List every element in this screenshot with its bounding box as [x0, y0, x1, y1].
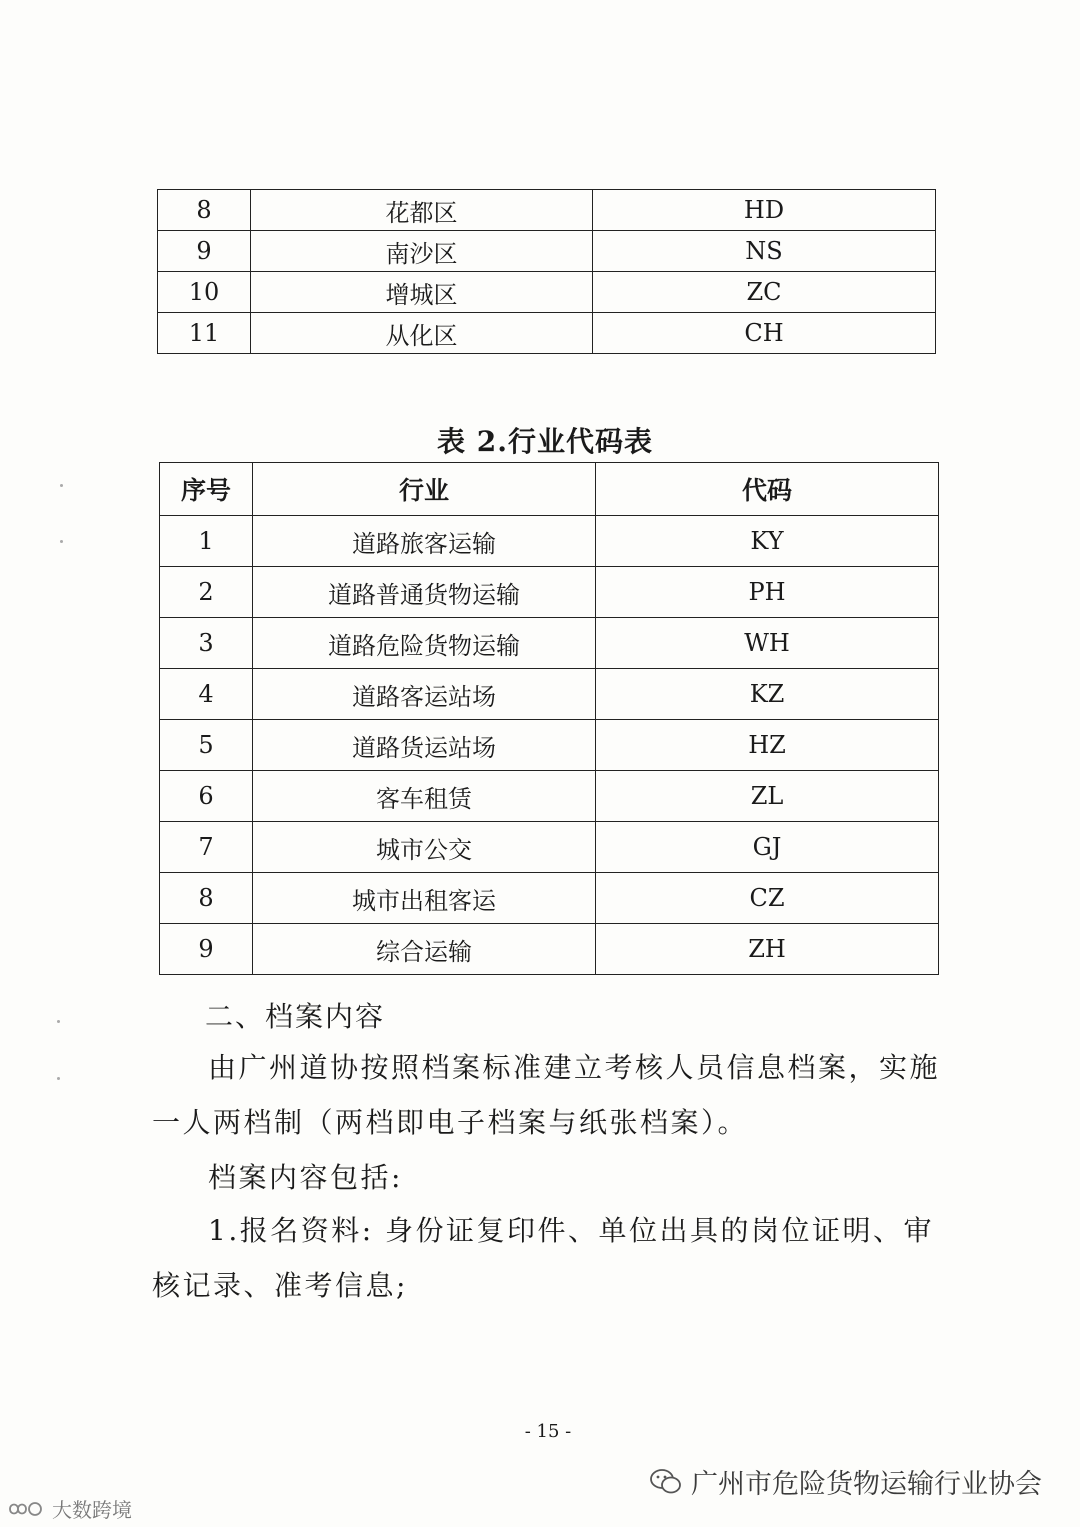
scan-speck: [57, 1020, 60, 1023]
district-code: HD: [593, 190, 936, 231]
table-row: [158, 190, 936, 231]
industry-name: 道路旅客运输: [253, 516, 596, 567]
industry-name: 道路普通货物运输: [253, 567, 596, 618]
industry-code: KZ: [596, 669, 939, 720]
table-row: [160, 720, 939, 771]
scan-speck: [60, 484, 63, 487]
industry-code: ZL: [596, 771, 939, 822]
industry-name: 客车租赁: [253, 771, 596, 822]
district-code: ZC: [593, 272, 936, 313]
industry-name: 道路货运站场: [253, 720, 596, 771]
table-row: [160, 771, 939, 822]
table-row: [160, 924, 939, 975]
table-header-row: [160, 463, 939, 516]
brand-name: 广州市危险货物运输行业协会: [691, 1469, 1042, 1500]
industry-code: CZ: [596, 873, 939, 924]
row-number: 7: [160, 822, 253, 873]
row-number: 8: [160, 873, 253, 924]
corner-logo-text: 大数跨境: [52, 1498, 132, 1522]
industry-name: 道路客运站场: [253, 669, 596, 720]
row-number: 4: [160, 669, 253, 720]
table-row: [160, 669, 939, 720]
scan-speck: [57, 1077, 60, 1080]
infinity-logo-icon: [8, 1499, 48, 1519]
column-header-industry: 行业: [253, 463, 596, 516]
industry-name: 城市出租客运: [253, 873, 596, 924]
industry-code: HZ: [596, 720, 939, 771]
watermark-brand: [649, 1462, 1042, 1501]
corner-watermark: [8, 1494, 132, 1523]
district-name: 增城区: [251, 272, 593, 313]
industry-name: 城市公交: [253, 822, 596, 873]
row-number: 3: [160, 618, 253, 669]
section-heading: 二、档案内容: [205, 1000, 386, 1033]
wechat-icon: [649, 1467, 683, 1497]
column-header-number: 序号: [160, 463, 253, 516]
row-number: 9: [160, 924, 253, 975]
district-name: 南沙区: [251, 231, 593, 272]
table-row: [160, 618, 939, 669]
table-row: [158, 231, 936, 272]
scan-speck: [60, 540, 63, 543]
table-row: [160, 873, 939, 924]
table-row: [158, 272, 936, 313]
industry-code: ZH: [596, 924, 939, 975]
district-name: 从化区: [251, 313, 593, 354]
industry-name: 道路危险货物运输: [253, 618, 596, 669]
body-paragraph: 1.报名资料: 身份证复印件、单位出具的岗位证明、审核记录、准考信息;: [152, 1214, 935, 1302]
district-name: 花都区: [251, 190, 593, 231]
row-number: 8: [158, 190, 251, 231]
row-number: 2: [160, 567, 253, 618]
row-number: 6: [160, 771, 253, 822]
row-number: 1: [160, 516, 253, 567]
district-code: CH: [593, 313, 936, 354]
body-paragraph: 档案内容包括:: [208, 1161, 403, 1194]
industry-code: KY: [596, 516, 939, 567]
industry-name: 综合运输: [253, 924, 596, 975]
district-code-table: [157, 189, 936, 354]
district-code: NS: [593, 231, 936, 272]
page-number: - 15 -: [524, 1421, 572, 1442]
row-number: 10: [158, 272, 251, 313]
industry-table-title: 表 2.行业代码表: [437, 425, 653, 458]
column-header-code: 代码: [596, 463, 939, 516]
industry-code-table: [159, 462, 939, 975]
body-paragraph: 由广州道协按照档案标准建立考核人员信息档案，实施一人两档制（两档即电子档案与纸张档案）。: [152, 1051, 941, 1139]
industry-code: PH: [596, 567, 939, 618]
row-number: 5: [160, 720, 253, 771]
industry-code: GJ: [596, 822, 939, 873]
table-row: [160, 567, 939, 618]
industry-code: WH: [596, 618, 939, 669]
table-row: [160, 516, 939, 567]
row-number: 9: [158, 231, 251, 272]
table-row: [160, 822, 939, 873]
row-number: 11: [158, 313, 251, 354]
table-row: [158, 313, 936, 354]
